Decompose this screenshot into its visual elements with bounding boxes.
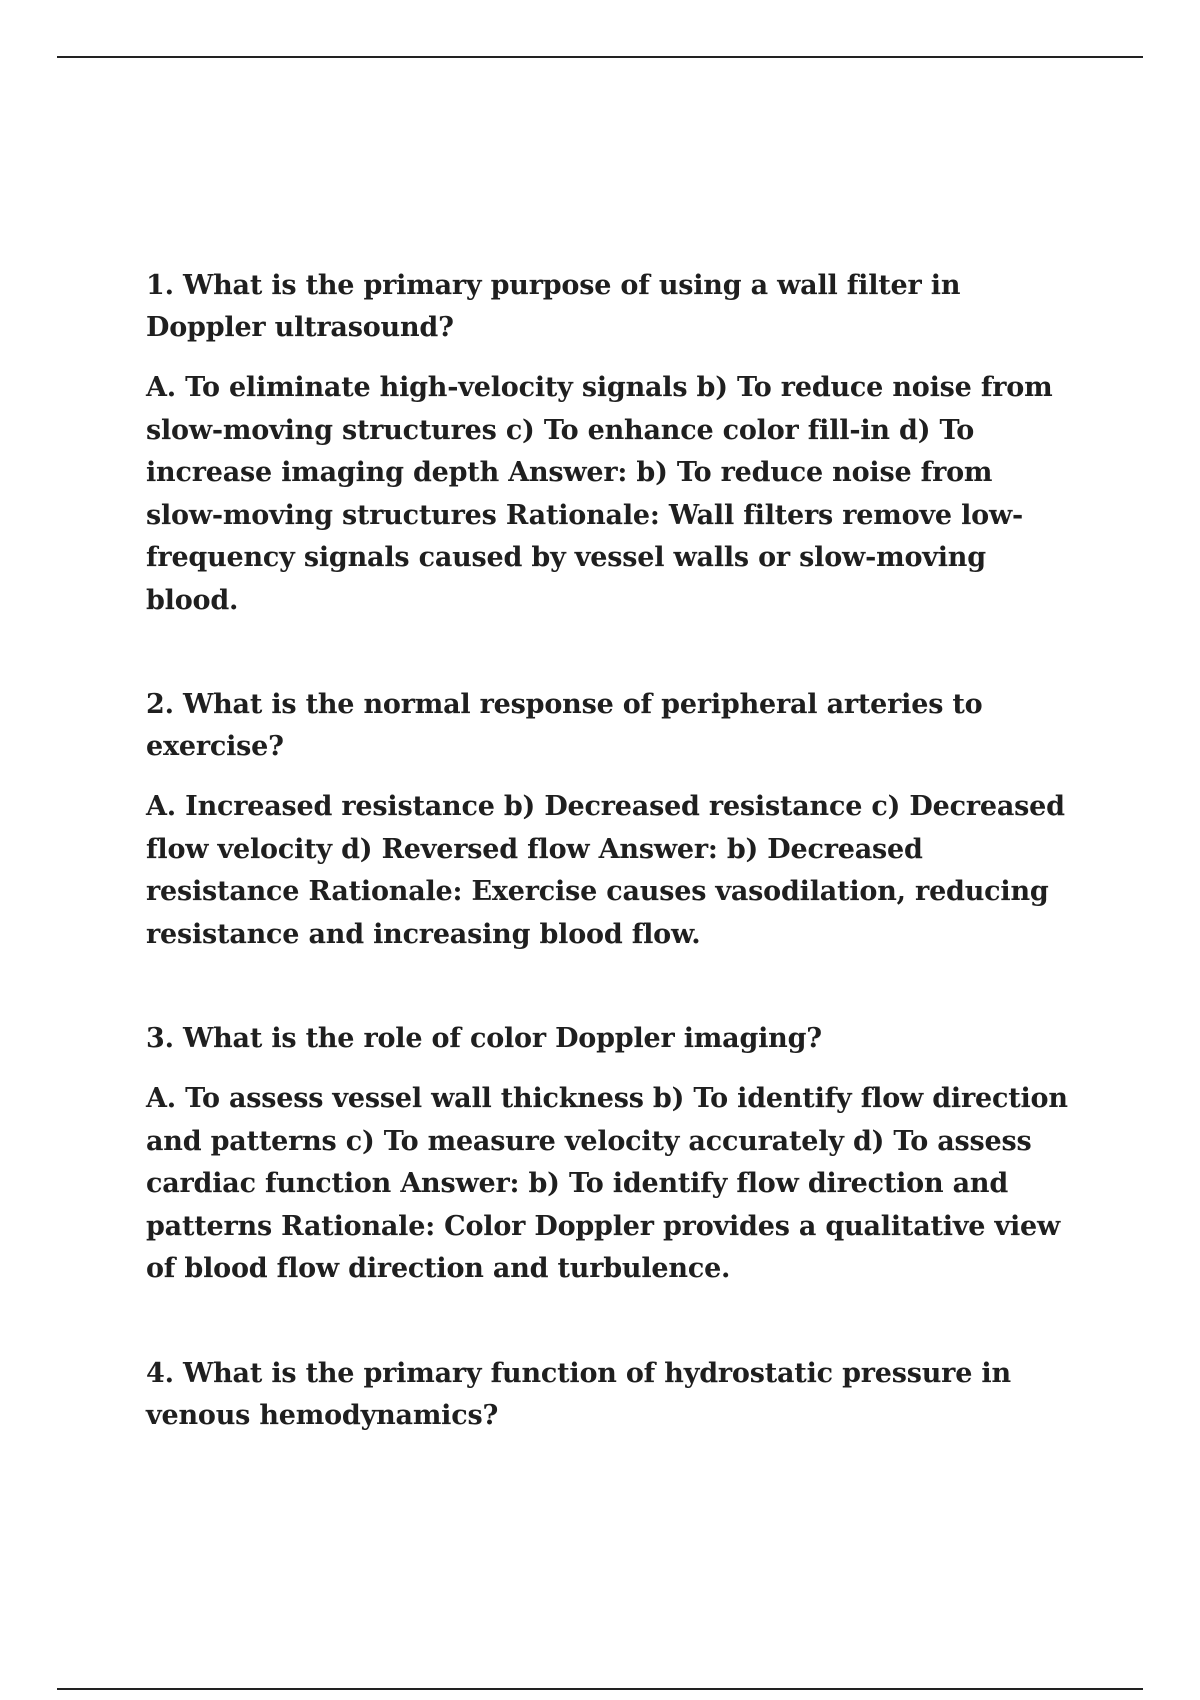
question-item-4 xyxy=(146,1353,1076,1437)
question-text: What is the normal response of peripheral arteries to exercise? xyxy=(146,689,983,762)
question-4 xyxy=(146,1353,1076,1437)
question-1 xyxy=(146,265,1076,349)
question-number: 2. xyxy=(146,689,174,720)
bottom-rule xyxy=(57,1688,1143,1690)
question-list xyxy=(146,265,1076,1499)
question-text: What is the primary function of hydrostatic pressure in venous hemodynamics? xyxy=(146,1357,1011,1431)
question-text: What is the role of color Doppler imaging? xyxy=(183,1023,822,1054)
question-text: What is the primary purpose of using a wall filter in Doppler ultrasound? xyxy=(146,270,961,343)
answer-3: A. To assess vessel wall thickness b) To identify flow direction and patterns c) To measure velocity accurately d) To assess cardiac function Answer: b) To identify flow direction and patterns Rationale: Color Doppler provides a qualitative view of blood flow direction and turbulence. xyxy=(146,1083,1068,1284)
question-number: 1. xyxy=(146,270,174,301)
question-number: 4. xyxy=(146,1357,174,1389)
question-item-1 xyxy=(146,265,1076,622)
question-item-2 xyxy=(146,684,1076,956)
answer-2: A. Increased resistance b) Decreased resistance c) Decreased flow velocity d) Reversed flow Answer: b) Decreased resistance Rationale: Exercise causes vasodilation, reducing resistance and increasing blood flow. xyxy=(146,791,1065,950)
question-number: 3. xyxy=(146,1023,174,1054)
question-3 xyxy=(146,1018,1076,1060)
question-2 xyxy=(146,684,1076,768)
question-item-3 xyxy=(146,1018,1076,1291)
top-rule xyxy=(57,56,1143,58)
answer-1: A. To eliminate high-velocity signals b) To reduce noise from slow-moving structures c) To enhance color fill-in d) To increase imaging depth Answer: b) To reduce noise from slow-moving structures Rationale: Wall filters remove low-frequency signals caused by vessel walls or slow-moving blood. xyxy=(146,372,1053,616)
